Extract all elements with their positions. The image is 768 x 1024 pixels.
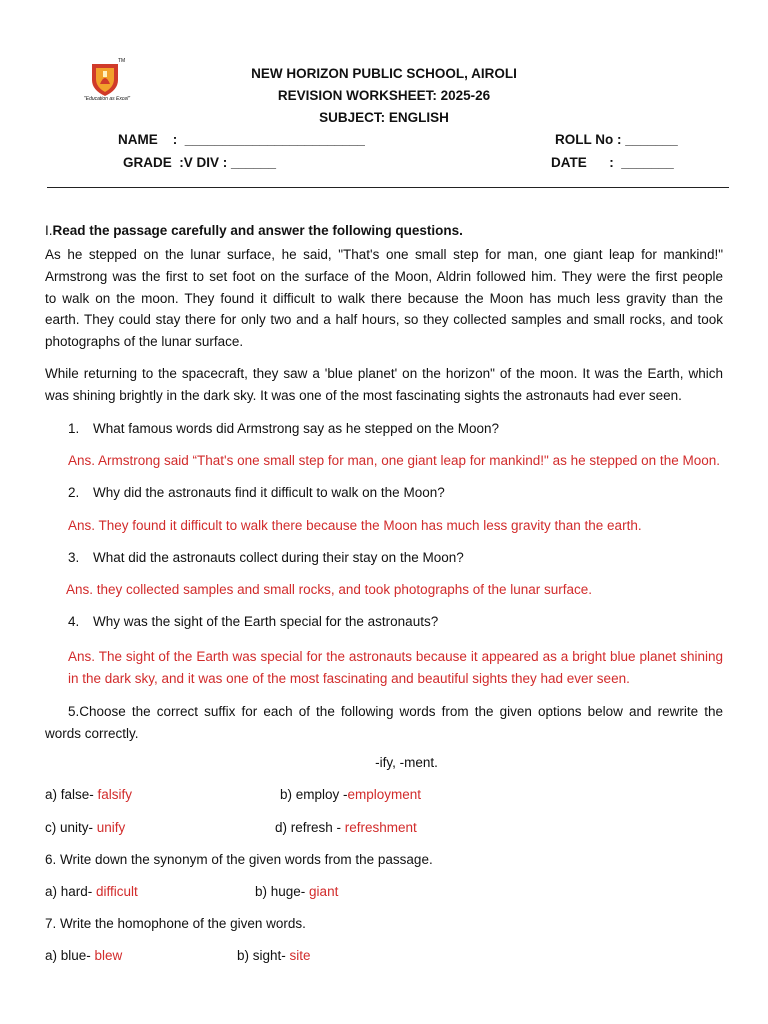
q5-item-b (280, 787, 421, 802)
item-label: c) unity- (45, 820, 94, 835)
answer-4 (68, 646, 723, 690)
section-heading (45, 223, 463, 238)
passage-line: photographs of the lunar surface. (45, 334, 244, 350)
name-field: NAME : ________________________ (118, 132, 365, 147)
question-number: 2. (68, 485, 80, 500)
question-text: Why was the sight of the Earth special for the astronauts? (93, 614, 439, 629)
subject-title: SUBJECT: ENGLISH (319, 110, 449, 125)
logo-tagline: "Education as Excel" (83, 96, 131, 102)
question-text: What did the astronauts collect during their stay on the Moon? (93, 550, 464, 565)
question-2 (68, 485, 445, 500)
passage-line: Armstrong was the first to set foot on the surface of the Moon, Aldrin followed him. They were the first people (45, 268, 723, 284)
passage-line: As he stepped on the lunar surface, he said, "That's one small step for man, one giant leap for mankind!" (45, 247, 723, 262)
answer-line: Ans. The sight of the Earth was special for the astronauts because it appeared as a bright blue planet shining (68, 649, 723, 664)
item-answer: falsify (93, 787, 133, 802)
item-label: b) employ - (280, 787, 348, 802)
section-heading-text: Read the passage carefully and answer the following questions. (52, 223, 463, 238)
item-answer: blew (90, 948, 123, 963)
q6-item-a (45, 884, 138, 899)
school-name: NEW HORIZON PUBLIC SCHOOL, AIROLI (251, 66, 517, 81)
item-label: b) huge- (255, 884, 306, 899)
passage-line: to walk on the moon. They found it difficult to walk there because the Moon has much less gravity than the (45, 290, 723, 306)
logo-tm: TM (118, 58, 126, 64)
header-divider (47, 187, 729, 188)
question-text: Why did the astronauts find it difficult to walk on the Moon? (93, 485, 445, 500)
item-answer: refreshment (344, 820, 417, 835)
item-label: a) hard- (45, 884, 93, 899)
question-text: What famous words did Armstrong say as he stepped on the Moon? (93, 421, 500, 436)
item-answer: difficult (92, 884, 138, 899)
question-number: 4. (68, 614, 80, 629)
item-answer: giant (305, 884, 339, 899)
passage-line: While returning to the spacecraft, they saw a 'blue planet' on the horizon" of the moon. It was the Earth, which (45, 366, 723, 381)
answer-3: Ans. they collected samples and small rocks, and took photographs of the lunar surface. (66, 582, 593, 597)
item-label: b) sight- (237, 948, 286, 963)
date-field: DATE : _______ (551, 155, 674, 170)
question-5-line: 5.Choose the correct suffix for each of the following words from the given options below and rewrite the (68, 704, 723, 719)
passage-paragraph-1 (45, 244, 723, 353)
passage-line: earth. They could stay there for only two and a half hours, so they collected samples and small rocks, and took (45, 312, 723, 328)
answer-line: in the dark sky, and it was one of the most fascinating and beautiful sights they had ever seen. (68, 671, 630, 686)
item-answer: employment (347, 787, 422, 802)
worksheet-title: REVISION WORKSHEET: 2025-26 (277, 88, 491, 103)
q5-item-d (275, 820, 417, 835)
question-3 (68, 550, 464, 565)
question-1 (68, 421, 499, 436)
question-number: 1. (68, 421, 80, 436)
question-5 (45, 701, 723, 745)
answer-1: Ans. Armstrong said “That's one small step for man, one giant leap for mankind!" as he stepped on the Moon. (68, 453, 720, 468)
item-answer: site (285, 948, 311, 963)
grade-field: GRADE :V DIV : ______ (123, 155, 277, 170)
roll-field: ROLL No : _______ (555, 132, 678, 147)
item-answer: unify (93, 820, 126, 835)
q6-item-b (255, 884, 338, 899)
question-5-line: words correctly. (45, 726, 139, 741)
passage-line: was shining brightly in the dark sky. It was one of the most fascinating sights the astronauts had ever seen. (45, 387, 682, 403)
question-6: 6. Write down the synonym of the given words from the passage. (45, 852, 433, 867)
q7-item-a (45, 948, 122, 963)
answer-2: Ans. They found it difficult to walk there because the Moon has much less gravity than the earth. (68, 518, 642, 533)
q5-item-c (45, 820, 125, 835)
question-7: 7. Write the homophone of the given words. (45, 916, 306, 931)
suffix-options: -ify, -ment. (375, 755, 438, 770)
section-numeral: I. (45, 223, 53, 238)
passage-paragraph-2 (45, 363, 723, 407)
item-label: a) false- (45, 787, 94, 802)
item-label: a) blue- (45, 948, 91, 963)
q5-item-a (45, 787, 132, 802)
item-label: d) refresh - (275, 820, 345, 835)
question-number: 3. (68, 550, 80, 565)
q7-item-b (237, 948, 311, 963)
question-4 (68, 614, 438, 629)
